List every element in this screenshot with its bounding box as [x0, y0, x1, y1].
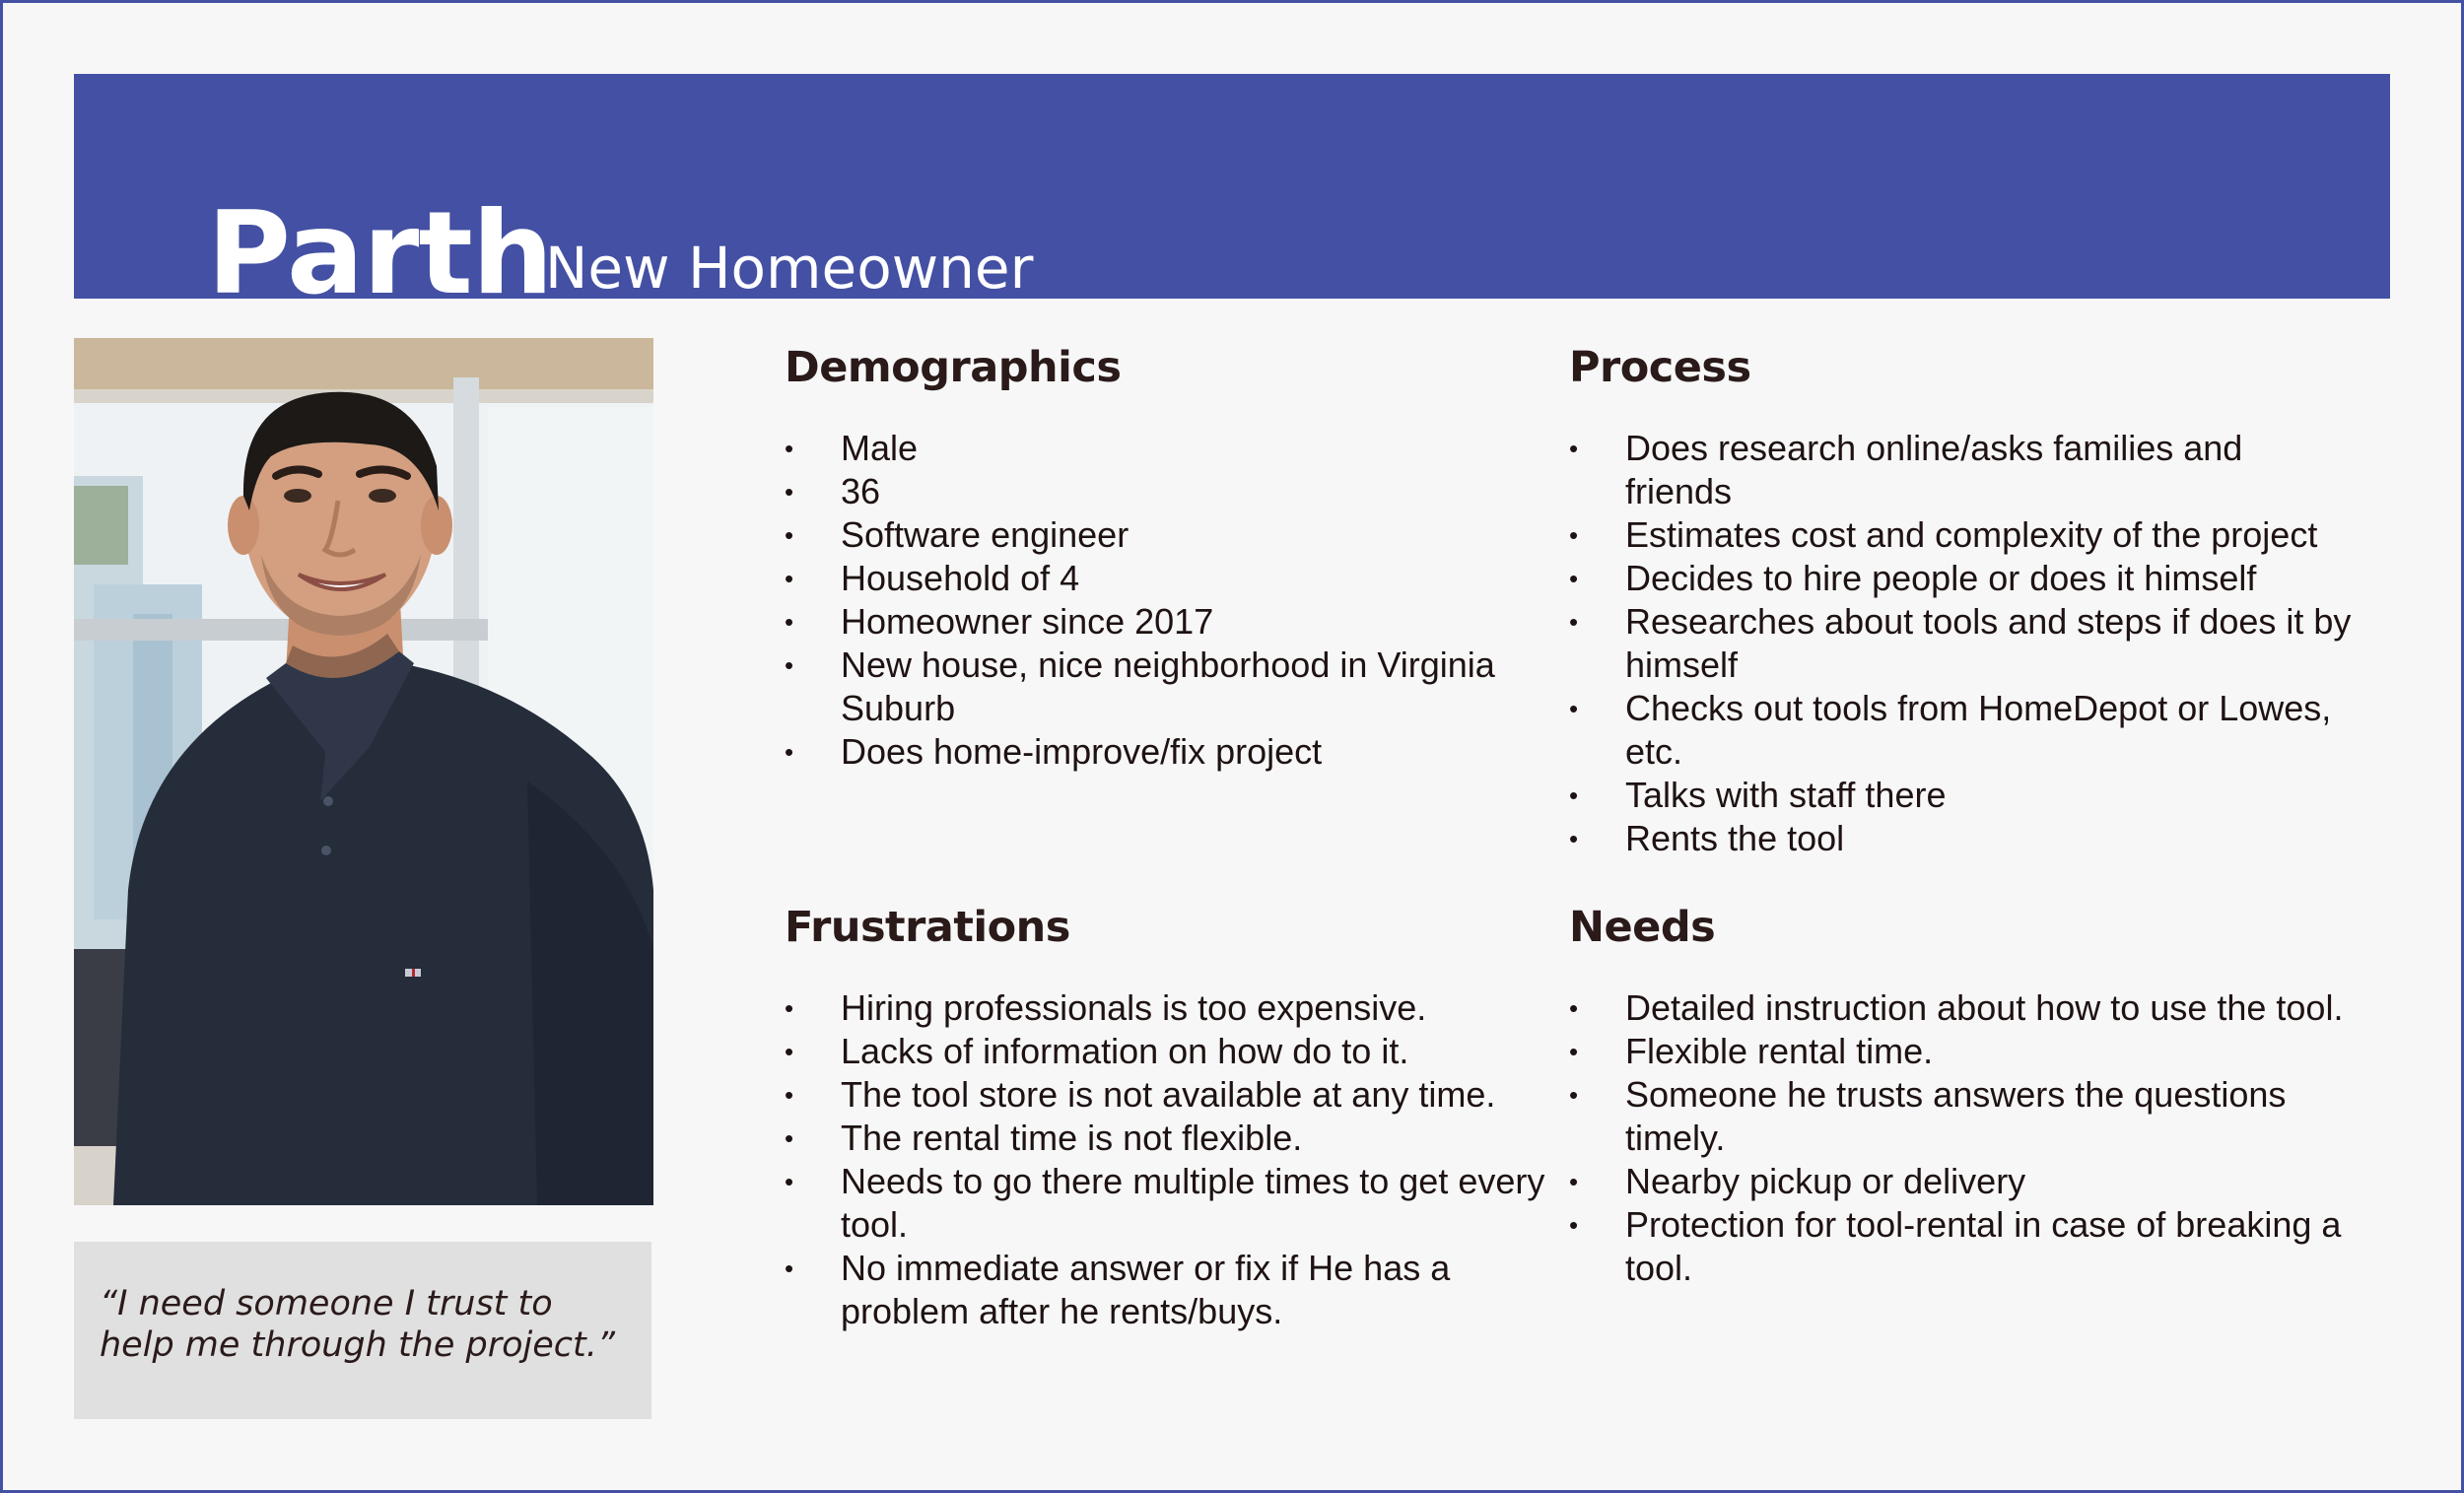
frustrations-list — [785, 986, 1573, 1333]
list-item: • Male — [785, 427, 1573, 470]
list-item: • Does research online/asks families and friends — [1569, 427, 2358, 513]
needs-section — [1569, 903, 2358, 1290]
persona-photo — [74, 338, 653, 1205]
demographics-section — [785, 343, 1573, 774]
list-item: • Household of 4 — [785, 557, 1573, 600]
list-item: • Rents the tool — [1569, 817, 2358, 860]
list-item: • Homeowner since 2017 — [785, 600, 1573, 644]
persona-role: New Homeowner — [545, 235, 1034, 299]
list-item: • Detailed instruction about how to use the tool. — [1569, 986, 2358, 1030]
list-item: • Lacks of information on how do to it. — [785, 1030, 1573, 1073]
process-section — [1569, 343, 2358, 860]
list-item: • Nearby pickup or delivery — [1569, 1160, 2358, 1203]
header-banner — [74, 74, 2390, 299]
list-item: • Hiring professionals is too expensive. — [785, 986, 1573, 1030]
list-item: • Decides to hire people or does it himself — [1569, 557, 2358, 600]
list-item: • Needs to go there multiple times to get every tool. — [785, 1160, 1573, 1247]
persona-portrait-illustration — [74, 338, 653, 1205]
needs-heading: Needs — [1569, 903, 1716, 952]
list-item: • Flexible rental time. — [1569, 1030, 2358, 1073]
list-item: • Someone he trusts answers the questions timely. — [1569, 1073, 2358, 1160]
demographics-heading: Demographics — [785, 343, 1122, 392]
list-item: • Researches about tools and steps if does it by himself — [1569, 600, 2358, 687]
needs-list — [1569, 986, 2358, 1290]
frustrations-section — [785, 903, 1573, 1333]
list-item: • New house, nice neighborhood in Virginia Suburb — [785, 644, 1573, 730]
persona-quote: “I need someone I trust to help me through the project.” — [100, 1284, 616, 1365]
quote-box — [74, 1242, 651, 1419]
list-item: • Software engineer — [785, 513, 1573, 557]
list-item: • Protection for tool-rental in case of breaking a tool. — [1569, 1203, 2358, 1290]
list-item: • Talks with staff there — [1569, 774, 2358, 817]
list-item: • Checks out tools from HomeDepot or Lowes, etc. — [1569, 687, 2358, 774]
list-item: • The tool store is not available at any time. — [785, 1073, 1573, 1117]
process-list — [1569, 427, 2358, 860]
demographics-list — [785, 427, 1573, 774]
list-item: • 36 — [785, 470, 1573, 513]
process-heading: Process — [1569, 343, 1751, 392]
list-item: • Does home-improve/fix project — [785, 730, 1573, 774]
frustrations-heading: Frustrations — [785, 903, 1070, 952]
list-item: • The rental time is not flexible. — [785, 1117, 1573, 1160]
list-item: • No immediate answer or fix if He has a problem after he rents/buys. — [785, 1247, 1573, 1333]
list-item: • Estimates cost and complexity of the project — [1569, 513, 2358, 557]
persona-name: Parth — [207, 187, 553, 299]
